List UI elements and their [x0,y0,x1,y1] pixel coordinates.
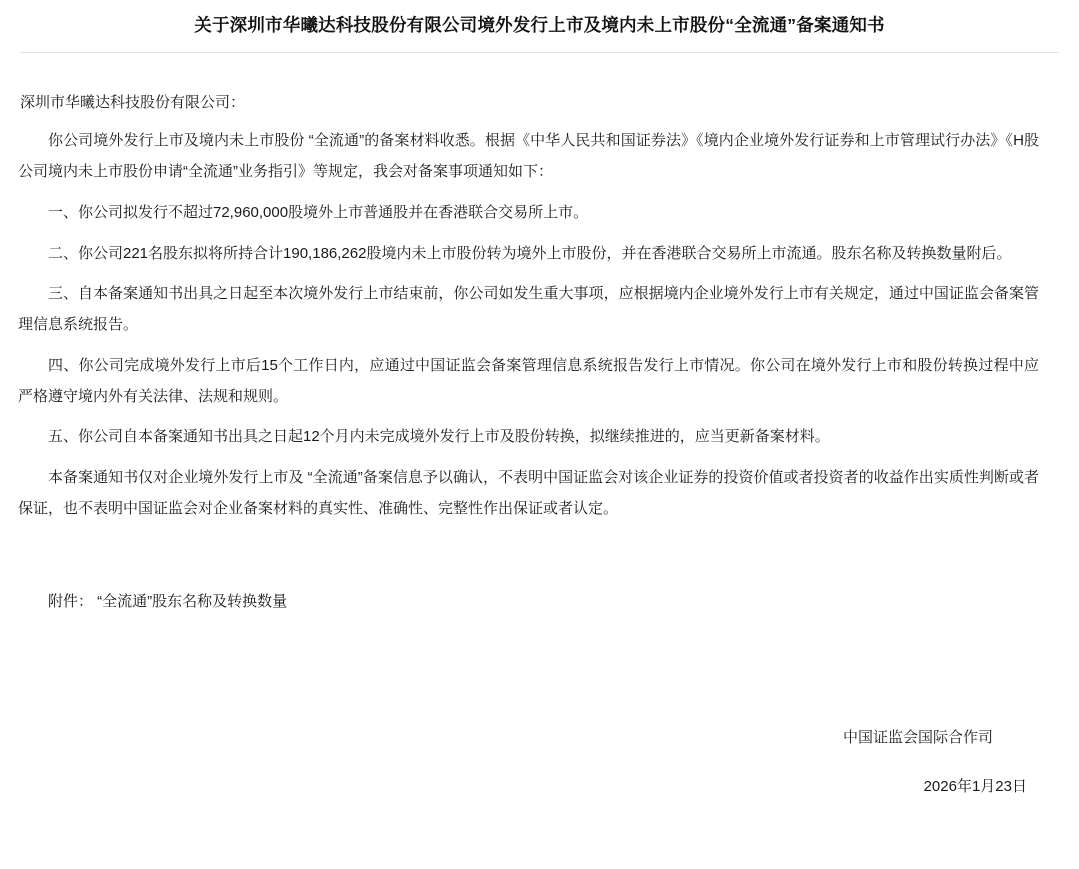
paragraph-intro: 你公司境外发行上市及境内未上市股份 “全流通”的备案材料收悉。根据《中华人民共和国证券法》《境内企业境外发行证券和上市管理试行办法》《H股公司境内未上市股份申请“全流通”业务指引》等规定，我会对备案事项通知如下： [18,132,1039,180]
paragraph-item-2: 二、你公司221名股东拟将所持合计190,186,262股境内未上市股份转为境外上市股份，并在香港联合交易所上市流通。股东名称及转换数量附后。 [48,244,1012,262]
signature-authority: 中国证监会国际合作司 [842,728,993,746]
attachment-note: 附件： “全流通”股东名称及转换数量 [48,592,288,610]
paragraph-item-4: 四、你公司完成境外发行上市后15个工作日内，应通过中国证监会备案管理信息系统报告发行上市情况。你公司在境外发行上市和股份转换过程中应严格遵守境内外有关法律、法规和规则。 [18,356,1039,405]
signature-date: 2026年1月23日 [923,777,1027,795]
paragraph-item-3: 三、自本备案通知书出具之日起至本次境外发行上市结束前，你公司如发生重大事项，应根据境内企业境外发行上市有关规定，通过中国证监会备案管理信息系统报告。 [18,285,1039,333]
title-divider [20,52,1059,53]
document-body [0,89,1079,820]
paragraph-item-1: 一、你公司拟发行不超过72,960,000股境外上市普通股并在香港联合交易所上市。 [48,203,589,221]
page-title: 关于深圳市华曦达科技股份有限公司境外发行上市及境内未上市股份“全流通”备案通知书 [194,15,885,35]
paragraph-item-5: 五、你公司自本备案通知书出具之日起12个月内未完成境外发行上市及股份转换，拟继续推进的，应当更新备案材料。 [48,428,830,446]
paragraph-disclaimer: 本备案通知书仅对企业境外发行上市及 “全流通”备案信息予以确认，不表明中国证监会对该企业证券的投资价值或者投资者的收益作出实质性判断或者保证，也不表明中国证监会对企业备案材料的真实性、准确性、完整性作出保证或者认定。 [18,469,1039,517]
salutation: 深圳市华曦达科技股份有限公司： [20,94,246,112]
bottom-spacer [18,803,1039,821]
